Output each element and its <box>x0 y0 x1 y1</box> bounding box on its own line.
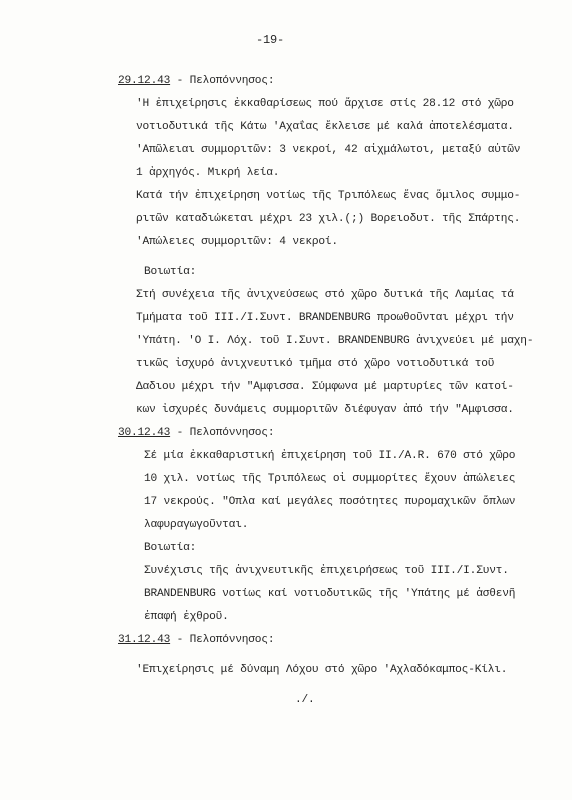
sub-region-heading: Βοιωτία: <box>144 542 197 554</box>
entry-date: 29.12.43 <box>118 75 171 87</box>
text-line: 'Επιχείρησις μέ δύναμη Λόχου στό χῶρο 'Αχλαδόκαμπος-Κίλι. <box>136 664 508 676</box>
entry-heading-29-12-43 <box>118 74 274 88</box>
text-line: Στή συνέχεια τῆς ἀνιχνεύσεως στό χῶρο δυτικά τῆς Λαμίας τά <box>136 289 514 301</box>
text-line: 10 χιλ. νοτίως τῆς Τριπόλεως οἱ συμμορίτες ἔχουν ἀπώλειες <box>144 473 516 485</box>
text-line: ἐπαφή ἐχθροῦ. <box>144 611 229 623</box>
text-line: 1 ἀρχηγός. Μικρή λεία. <box>136 167 280 179</box>
text-line: Σέ μία ἐκκαθαριστική ἐπιχείρηση τοῦ II./A.R. 670 στό χῶρο <box>144 450 516 462</box>
entry-region: - Πελοπόννησος: <box>170 634 275 646</box>
entry-region: - Πελοπόννησος: <box>170 75 275 87</box>
text-line: τικῶς ἰσχυρό ἀνιχνευτικό τμῆμα στό χῶρο νοτιοδυτικά τοῦ <box>136 358 495 370</box>
page-number: -19- <box>256 33 285 47</box>
text-line: 'Απώλειες συμμοριτῶν: 4 νεκροί. <box>136 236 338 248</box>
text-line: Κατά τήν ἐπιχείρηση νοτίως τῆς Τριπόλεως ἕνας ὅμιλος συμμο- <box>136 190 521 202</box>
entry-heading-31-12-43 <box>118 633 274 647</box>
continuation-mark: ./. <box>295 694 315 706</box>
text-line: Συνέχισις τῆς ἀνιχνευτικῆς ἐπιχειρήσεως τοῦ III./I.Συντ. <box>144 565 509 577</box>
text-line: Δαδιου μέχρι τήν "Αμφισσα. Σύμφωνα μέ μαρτυρίες τῶν κατοί- <box>136 381 514 393</box>
text-line: κων ἰσχυρές δυνάμεις συμμοριτῶν διέφυγαν ἀπό τήν "Αμφισσα. <box>136 404 514 416</box>
text-line: 'Η ἐπιχείρησις ἐκκαθαρίσεως πού ἄρχισε στίς 28.12 στό χῶρο <box>136 98 514 110</box>
entry-heading-30-12-43 <box>118 426 274 440</box>
text-line: BRANDENBURG νοτίως καί νοτιοδυτικῶς τῆς 'Υπάτης μέ ἀσθενῆ <box>144 588 516 600</box>
text-line: λαφυραγωγοῦνται. <box>144 519 249 531</box>
text-line: Τμήματα τοῦ III./I.Συντ. BRANDENBURG προωθοῦνται μέχρι τήν <box>136 312 514 324</box>
entry-region: - Πελοπόννησος: <box>170 427 275 439</box>
text-line: νοτιοδυτικά τῆς Κάτω 'Αχαΐας ἔκλεισε μέ καλά ἀποτελέσματα. <box>136 121 514 133</box>
entry-date: 30.12.43 <box>118 427 171 439</box>
text-line: 17 νεκρούς. "Οπλα καί μεγάλες ποσότητες πυρομαχικῶν ὅπλων <box>144 496 516 508</box>
text-line: ριτῶν καταδιώκεται μέχρι 23 χιλ.(;) Βορειοδυτ. τῆς Σπάρτης. <box>136 213 521 225</box>
text-line: 'Απῶλειαι συμμοριτῶν: 3 νεκροί, 42 αἰχμάλωτοι, μεταξύ αὐτῶν <box>136 144 521 156</box>
text-line: 'Υπάτη. 'Ο Ι. Λόχ. τοῦ Ι.Συντ. BRANDENBURG ἀνιχνεύει μέ μαχη- <box>136 335 534 347</box>
sub-region-heading: Βοιωτία: <box>144 266 197 278</box>
entry-date: 31.12.43 <box>118 634 171 646</box>
